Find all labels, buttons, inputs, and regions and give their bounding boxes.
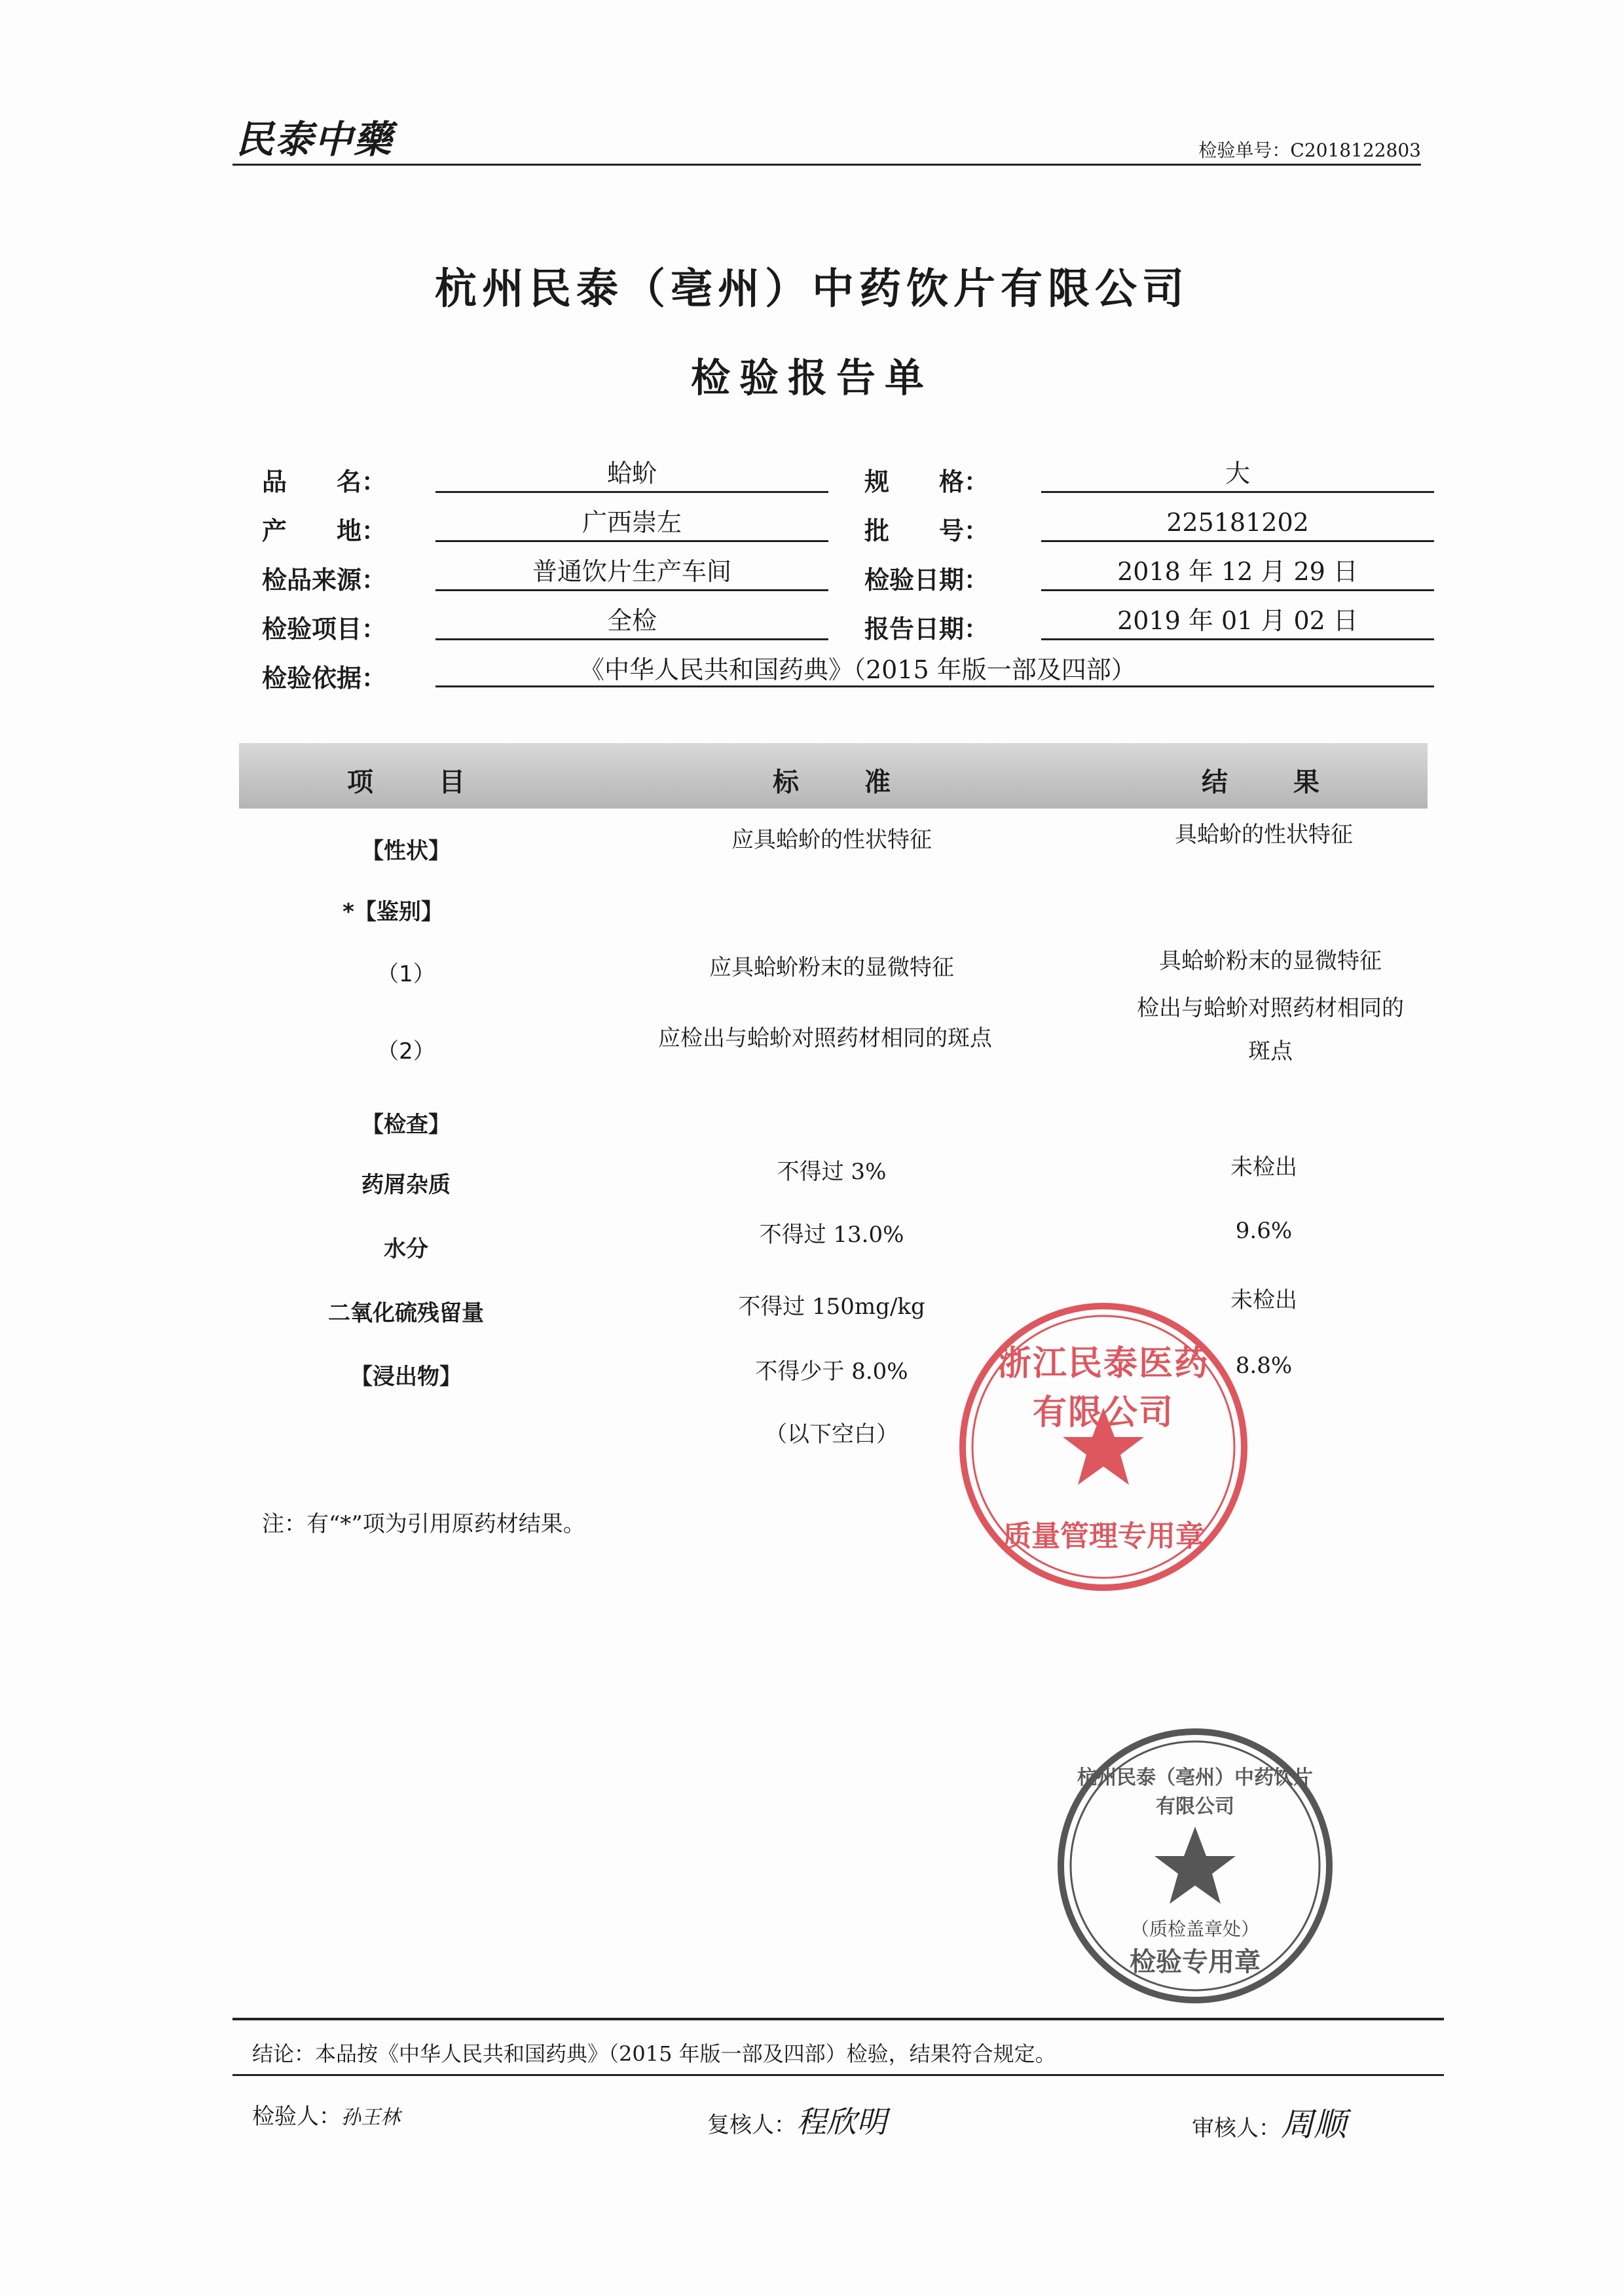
table-row-standard: 不得过 3%: [777, 1159, 887, 1185]
name-value: 蛤蚧: [435, 457, 828, 493]
name-label: 品 名：: [262, 467, 387, 496]
basis-label: 检验依据：: [262, 664, 387, 693]
source-label: 检品来源：: [262, 566, 387, 594]
report-number: [1113, 136, 1421, 162]
table-row-item: 二氧化硫残留量: [328, 1300, 484, 1326]
table-row-result: 8.8%: [1235, 1353, 1293, 1379]
report-date-value: 2019 年 01 月 02 日: [1041, 604, 1434, 640]
column-result-header: 结 果: [1202, 767, 1339, 797]
item-value: 全检: [435, 604, 828, 640]
table-row-result: 具蛤蚧的性状特征: [1175, 822, 1353, 848]
reviewer-signature-block: [707, 2098, 887, 2141]
logo-text: 民泰中藥: [236, 117, 394, 162]
report-number-label: 检验单号：: [1198, 139, 1291, 161]
conclusion-bottom-divider: [232, 2074, 1444, 2076]
reviewer-label: 复核人：: [707, 2112, 796, 2138]
table-row-standard: 不得过 13.0%: [759, 1222, 904, 1248]
origin-value: 广西崇左: [435, 506, 828, 542]
approver-label: 审核人：: [1192, 2115, 1281, 2141]
approver-signature: 周顺: [1281, 2105, 1346, 2143]
table-row-result: 检出与蛤蚧对照药材相同的: [1137, 995, 1404, 1021]
results-table-header: [239, 743, 1428, 809]
header-divider: [232, 164, 1421, 166]
item-label: 检验项目：: [262, 615, 387, 644]
table-row-standard: 应具蛤蚧粉末的显微特征: [709, 955, 954, 981]
spec-value: 大: [1041, 457, 1434, 493]
test-date-value: 2018 年 12 月 29 日: [1041, 555, 1434, 591]
inspector-signature: 孙王林: [341, 2106, 400, 2129]
table-row-result: 未检出: [1230, 1287, 1297, 1313]
table-row-standard: （以下空白）: [765, 1421, 898, 1448]
black-seal-text: 杭州民泰（亳州）中药饮片有限公司: [1077, 1766, 1313, 1818]
inspection-seal: [1058, 1728, 1333, 2003]
table-row-item: 药屑杂质: [361, 1172, 451, 1198]
black-seal-note: （质检盖章处）: [1130, 1918, 1259, 1940]
table-row-result: 未检出: [1230, 1154, 1297, 1180]
quality-management-seal: [959, 1303, 1247, 1591]
document-title: 检验报告单: [691, 355, 933, 401]
table-row-result: 具蛤蚧粉末的显微特征: [1159, 948, 1382, 974]
footnote: 注：有“*”项为引用原药材结果。: [262, 1511, 585, 1537]
company-name: 杭州民泰（亳州）中药饮片有限公司: [435, 265, 1189, 314]
source-value: 普通饮片生产车间: [435, 555, 828, 591]
table-row-item: 【性状】: [361, 838, 451, 864]
basis-value: 《中华人民共和国药典》（2015 年版一部及四部）: [435, 653, 1434, 687]
table-row-result-continued: 斑点: [1248, 1038, 1293, 1065]
inspector-signature-block: [252, 2098, 400, 2130]
column-item-header: 项 目: [347, 767, 485, 797]
red-seal-text: 浙江民泰医药有限公司: [997, 1344, 1209, 1432]
table-row-standard: 不得少于 8.0%: [755, 1358, 908, 1385]
table-row-standard: 应检出与蛤蚧对照药材相同的斑点: [658, 1025, 992, 1051]
red-seal-subtext: 质量管理专用章: [1003, 1520, 1204, 1553]
report-number-value: C2018122803: [1290, 139, 1421, 161]
table-row-item: （2）: [377, 1038, 435, 1065]
spec-label: 规 格：: [864, 467, 989, 496]
conclusion-top-divider: [232, 2018, 1444, 2020]
inspector-label: 检验人：: [252, 2104, 341, 2130]
table-row-standard: 应具蛤蚧的性状特征: [731, 827, 932, 853]
table-row-item: 【浸出物】: [350, 1364, 462, 1390]
origin-label: 产 地：: [262, 517, 387, 545]
table-row-item: 水分: [384, 1236, 428, 1262]
company-logo: [236, 117, 393, 182]
reviewer-signature: 程欣明: [796, 2104, 887, 2140]
column-standard-header: 标 准: [773, 767, 910, 797]
conclusion-text: 结论：本品按《中华人民共和国药典》（2015 年版一部及四部）检验，结果符合规定。: [252, 2041, 1056, 2066]
test-date-label: 检验日期：: [864, 566, 989, 594]
table-row-item: 【检查】: [361, 1112, 451, 1138]
table-row-standard: 不得过 150mg/kg: [738, 1294, 925, 1320]
approver-signature-block: [1192, 2098, 1346, 2145]
batch-label: 批 号：: [864, 517, 989, 545]
table-row-item: *【鉴别】: [342, 899, 443, 925]
batch-value: 225181202: [1041, 506, 1434, 542]
report-date-label: 报告日期：: [864, 615, 989, 644]
table-row-item: （1）: [377, 961, 435, 987]
black-seal-subtext: 检验专用章: [1130, 1947, 1261, 1977]
table-row-result: 9.6%: [1235, 1218, 1293, 1244]
